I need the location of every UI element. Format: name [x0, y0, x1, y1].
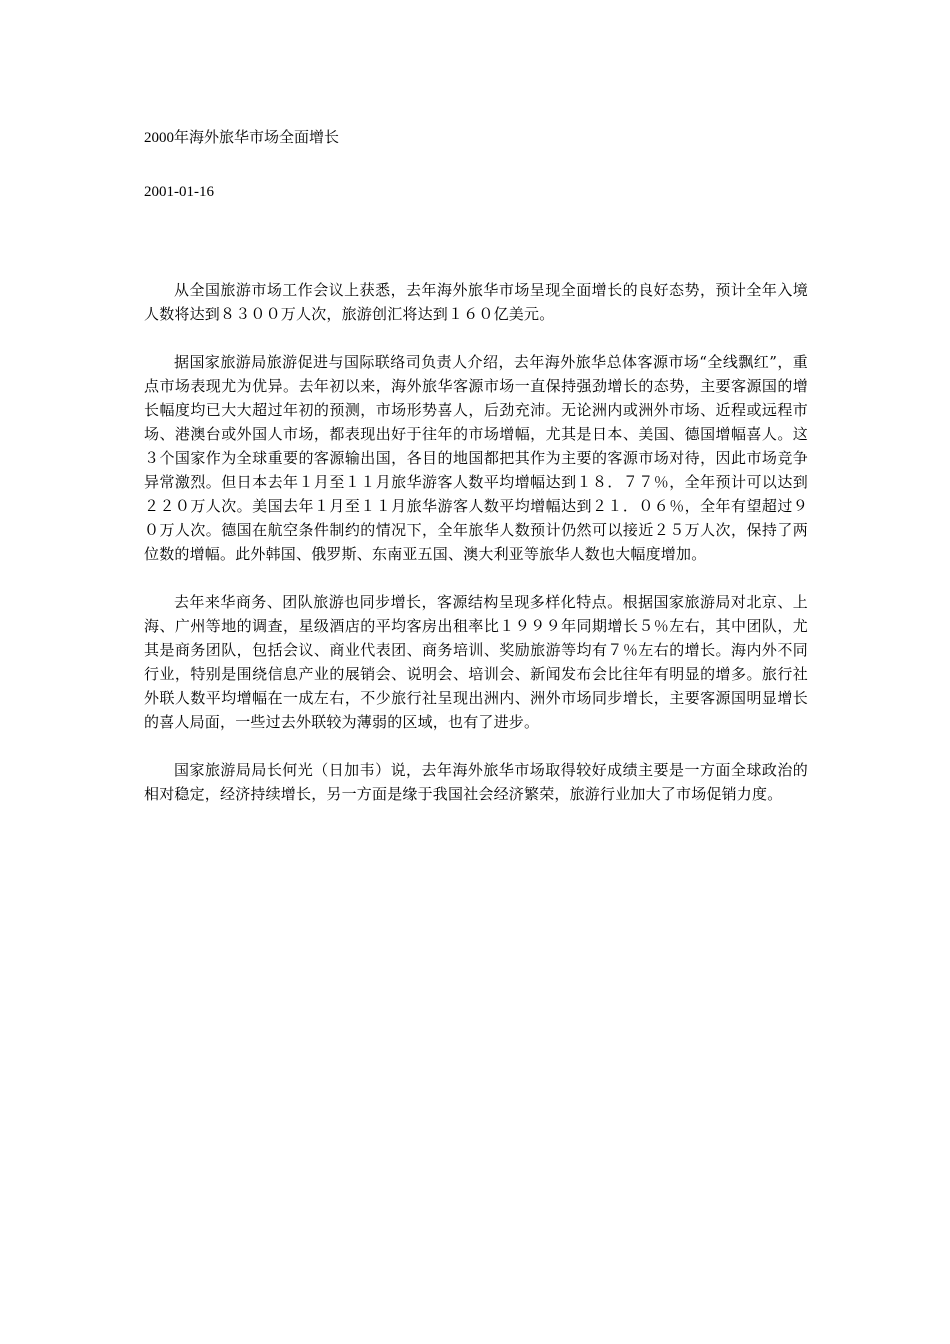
article-body — [144, 278, 808, 806]
paragraph-1: 从全国旅游市场工作会议上获悉，去年海外旅华市场呈现全面增长的良好态势，预计全年入境人数将达到８３００万人次，旅游创汇将达到１６０亿美元。 — [144, 281, 808, 323]
article-title: 2000年海外旅华市场全面增长 — [144, 130, 340, 146]
paragraph-3: 去年来华商务、团队旅游也同步增长，客源结构呈现多样化特点。根据国家旅游局对北京、上海、广州等地的调查，星级酒店的平均客房出租率比１９９９年同期增长５％左右，其中团队，尤其是商务团队，包括会议、商业代表团、商务培训、奖励旅游等均有７％左右的增长。海内外不同行业，特别是围绕信息产业的展销会、说明会、培训会、新闻发布会比往年有明显的增多。旅行社外联人数平均增幅在一成左右，不少旅行社呈现出洲内、洲外市场同步增长，主要客源国明显增长的喜人局面，一些过去外联较为薄弱的区域，也有了进步。 — [144, 593, 808, 731]
paragraph-4: 国家旅游局局长何光（日加韦）说，去年海外旅华市场取得较好成绩主要是一方面全球政治的相对稳定，经济持续增长，另一方面是缘于我国社会经济繁荣，旅游行业加大了市场促销力度。 — [144, 761, 808, 803]
document-page — [144, 118, 808, 830]
article-date: 2001-01-16 — [144, 184, 214, 200]
paragraph-2: 据国家旅游局旅游促进与国际联络司负责人介绍，去年海外旅华总体客源市场“全线飘红”，重点市场表现尤为优异。去年初以来，海外旅华客源市场一直保持强劲增长的态势，主要客源国的增长幅度均已大大超过年初的预测，市场形势喜人，后劲充沛。无论洲内或洲外市场、近程或远程市场、港澳台或外国人市场，都表现出好于往年的市场增幅，尤其是日本、美国、德国增幅喜人。这３个国家作为全球重要的客源输出国，各目的地国都把其作为主要的客源市场对待，因此市场竞争异常激烈。但日本去年１月至１１月旅华游客人数平均增幅达到１８．７７％，全年预计可以达到２２０万人次。美国去年１月至１１月旅华游客人数平均增幅达到２１．０６％，全年有望超过９０万人次。德国在航空条件制约的情况下，全年旅华人数预计仍然可以接近２５万人次，保持了两位数的增幅。此外韩国、俄罗斯、东南亚五国、澳大利亚等旅华人数也大幅度增加。 — [144, 353, 808, 563]
